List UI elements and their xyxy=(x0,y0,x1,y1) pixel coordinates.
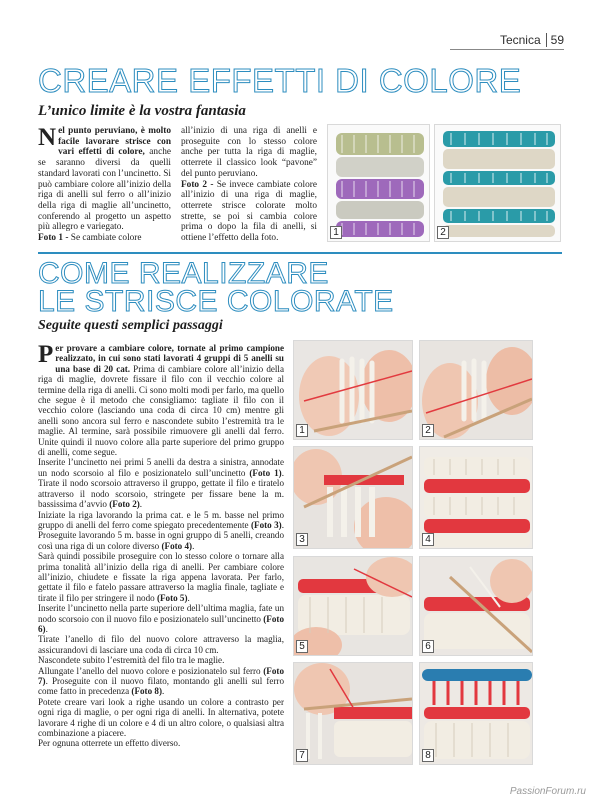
foto-ref: (Foto 5) xyxy=(156,592,188,603)
foto-ref: (Foto 7) xyxy=(38,665,284,686)
section2-body: Per provare a cambiare colore, tornate al primo campione realizzato, in cui sono stati lavorati 4 gruppi di 5 anelli su una base di 20 cat. Prima di cambiare colore all’inizio della riga di maglie, dovrete fissare il filo con il vecchio colore al termine della riga di anelli. Ci sono molti modi per farlo, ma quello che segue è il metodo che consigliamo: tagliate il filo con il vecchio colore (lasciando una coda di circa 10 cm) mentre gli anelli sono ancora sul ferro e nascondete subito l’estremità tra le maglie. Al termine, sarà possibile rimuovere gli anelli dal ferro. Unite quindi il nuovo colore alla parte superiore del primo gruppo di anelli, come segue. Inserite l’uncinetto nei primi 5 anelli da destra a sinistra, annodate un nodo scorsoio al filo e posizionatelo sull’uncinetto (Foto 1). Tirate il nodo scorsoio attraverso il gruppo, gettate il filo e tiratelo attraverso il nodo scorsoio, stringete per fissare bene la m. bassissima d’avvio (Foto 2). Iniziate la riga lavorando la prima cat. e le 5 m. basse nel primo gruppo di anelli del ferro come spiegato precedentemente (Foto 3). Proseguite lavorando 5 m. basse in ogni gruppo di 5 anelli, creando così una riga di un colore diverso (Foto 4). Sarà quindi possibile proseguire con lo stesso colore o tornare alla prima tonalità all’inizio della riga di anelli. Per cambiare colore all’inizio, chiudete e fissate la riga appena lavorata. Per farlo, gettate il filo e fatelo passare attraverso la maglia finale, tagliate e tirate il filo per stringere il nodo (Foto 5). Inserite l’uncinetto nella parte superiore dell’ultima maglia, fate un nodo scorsoio con il nuovo filo e posizionatelo sull’uncinetto (Foto 6). Tirate l’anello di filo del nuovo colore attraverso la maglia, assicurandovi di lasciare una coda di circa 10 cm. Nascondete subito l’estremità del filo tra le maglie. Allungate l’anello del nuovo colore e posizionatelo sul ferro (Foto 7). Proseguite con il nuovo filato, montando gli anelli sul ferro come fatto in precedenza (Foto 8). Potete creare vari look a righe usando un colore a contrasto per ogni riga di maglie, o per ogni riga di anelli. In alternativa, potete lavorare 4 righe di un colore e 4 di un altro colore, o qualsiasi altra combinazione a piacere. Per ognuna otterrete un effetto diverso. xyxy=(38,341,284,749)
photo-number: 6 xyxy=(422,640,434,653)
body-text: . Proseguite lavorando 5 m. basse in ogni gruppo di 5 anelli, creando così una riga di un colore diverso xyxy=(38,519,284,551)
section1-subtitle: L’unico limite è la vostra fantasia xyxy=(38,103,246,119)
step-photo-4 xyxy=(419,446,533,549)
body-text: Allungate l’anello del nuovo colore e posizionatelo sul ferro xyxy=(38,665,264,676)
body-text: all’inizio di una riga di anelli e proseguite con lo stesso colore anche per tutta la riga di maglie, otterrete il classico look “pavone” del punto peruviano. xyxy=(181,126,317,179)
body-text: . Tirate il nodo scorsoio attraverso il gruppo, gettate il filo e tiratelo attraverso il nodo scorsoio, stringete per fissare bene la m. bassissima d’avvio xyxy=(38,467,284,510)
photo-number: 2 xyxy=(437,226,449,239)
photo-number: 3 xyxy=(296,533,308,546)
body-text: . Proseguite con il nuovo filato, montando gli anelli sul ferro come fatto in precedenza xyxy=(38,676,284,697)
foto-ref: (Foto 3) xyxy=(250,519,282,530)
body-text: Se cambiate colore xyxy=(68,233,142,244)
photo-number: 8 xyxy=(422,749,434,762)
section2-title-line2: LE STRISCE COLORATE xyxy=(38,285,394,318)
step-photo-7 xyxy=(293,662,413,765)
body-text: Per ognuna otterrete un effetto diverso. xyxy=(38,738,181,749)
section-divider xyxy=(38,252,562,254)
step-photo-2 xyxy=(419,340,533,440)
page-header xyxy=(500,33,564,47)
swatch-photo-1 xyxy=(327,124,430,242)
photo-number: 2 xyxy=(422,424,434,437)
step-photo-6 xyxy=(419,556,533,656)
step-photo-5 xyxy=(293,556,413,656)
body-text: Tirate l’anello di filo del nuovo colore attraverso la maglia, assicurandovi di lasciare una coda di circa 10 cm. xyxy=(38,634,284,655)
body-text: Inserite l’uncinetto nei primi 5 anelli da destra a sinistra, annodate un nodo scorsoio al filo e posizionatelo sull’uncinetto xyxy=(38,457,284,478)
section1-title: CREARE EFFETTI DI COLORE xyxy=(38,62,522,99)
header-rule xyxy=(450,49,564,50)
body-text: Se invece cambiate colore all’inizio di una riga di maglie, otterrete strisce colorate molto strette, se poi si cambia colore prima o dopo la fila di anelli, si ottiene l’effetto della foto. xyxy=(181,179,317,244)
step-photo-1 xyxy=(293,340,413,440)
lead-text: el punto peruviano, è molto facile lavorare strisce con vari effetti di colore, xyxy=(58,126,171,158)
watermark: PassionForum.ru xyxy=(509,786,586,797)
foto-ref: (Foto 2) xyxy=(109,499,140,510)
body-text: Iniziate la riga lavorando la prima cat. e le 5 m. basse nel primo gruppo di anelli del ferro come spiegato precedentemente xyxy=(38,509,284,530)
photo-number: 7 xyxy=(296,749,308,762)
step-photo-3 xyxy=(293,446,413,549)
body-text: Potete creare vari look a righe usando un colore a contrasto per ogni riga di maglie, o per ogni riga di anelli. In alternativa, potete lavorare 4 righe di un colore e 4 di un altro colore, o qualsiasi altra combinazione a piacere. xyxy=(38,696,284,739)
body-text: Nascondete subito l’estremità del filo tra le maglie. xyxy=(38,655,225,666)
foto-ref: (Foto 1) xyxy=(249,467,282,478)
foto-ref: (Foto 8) xyxy=(131,686,162,697)
section-name: Tecnica xyxy=(500,33,547,47)
body-text: Inserite l’uncinetto nella parte superiore dell’ultima maglia, fate un nodo scorsoio con il nuovo filo e posizionatelo sull’uncinetto xyxy=(38,603,284,624)
photo-number: 1 xyxy=(296,424,308,437)
section1-column-2 xyxy=(181,126,317,244)
body-text: Sarà quindi possibile proseguire con lo stesso colore o tornare alla prima tonalità all’inizio della riga di anelli. Per cambiare colore all’inizio, chiudete e fissate la riga appena lavorata. Per farlo, gettate il filo e fatelo passare attraverso la maglia finale, tagliate e tirate il filo per stringere il nodo xyxy=(38,551,284,603)
section2-title-line1: COME REALIZZARE xyxy=(38,257,329,290)
photo-number: 5 xyxy=(296,640,308,653)
foto-label: Foto 2 - xyxy=(181,179,214,190)
foto-ref: (Foto 4) xyxy=(161,540,193,551)
page-number: 59 xyxy=(550,33,564,47)
dropcap: P xyxy=(38,341,54,368)
foto-ref: (Foto 6) xyxy=(38,613,284,634)
foto-label: Foto 1 - xyxy=(38,233,69,244)
photo-number: 1 xyxy=(330,226,342,239)
section1-column-1 xyxy=(38,126,171,244)
step-photo-8 xyxy=(419,662,533,765)
dropcap: N xyxy=(38,124,57,151)
body-text: Prima di cambiare colore all’inizio della riga di maglie, dovrete fissare il filo con il vecchio colore al termine della riga di anelli. Ci sono molti modi per farlo, ma quello che segue è il metodo che consigliamo: tagliate il filo con il vecchio colore (lasciando una coda di circa 10 cm) mentre gli anelli sono ancora sul ferro e nascondete subito l’estremità tra le maglie. Al termine, sarà possibile rimuovere gli anelli dal ferro. Unite quindi il nuovo colore alla parte superiore del primo gruppo di anelli, come segue. xyxy=(38,363,284,458)
section2-subtitle: Seguite questi semplici passaggi xyxy=(38,318,223,333)
lead-text: er provare a cambiare colore, tornate al primo campione realizzato, in cui sono stati lavorati 4 gruppi di 5 anelli su una base di 20 cat. xyxy=(55,343,284,374)
photo-number: 4 xyxy=(422,533,434,546)
swatch-photo-2 xyxy=(434,124,561,242)
body-text: anche se saranno diversi da quelli standard lavorati con l’uncinetto. Si può cambiare colore all’inizio della riga di anelli sul ferro o all’inizio della riga di maglie all’uncinetto, conferendo al progetto un aspetto più allegro e variegato. xyxy=(38,147,171,233)
